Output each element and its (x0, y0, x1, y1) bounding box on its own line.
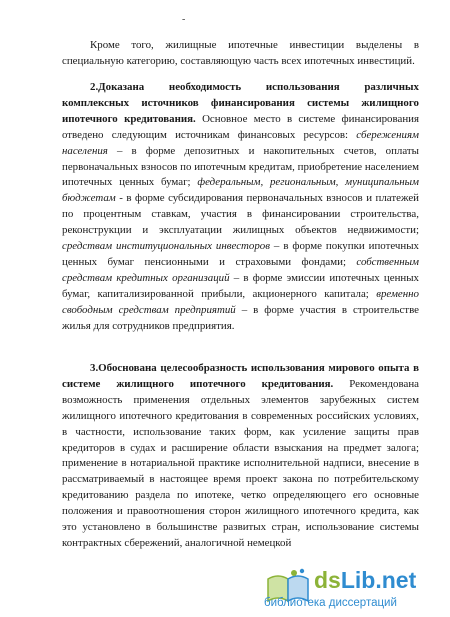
source-credit-org: собственным средствам кредитных организаций (62, 255, 419, 284)
dslib-logo-ds: ds (314, 567, 341, 593)
source-budgets: федеральным, региональным, муниципальным бюджетам (62, 176, 419, 205)
paragraph-2-text: – в форме участия в строительстве жилья для сотрудников предприятия. (62, 303, 419, 332)
dslib-watermark[interactable] (264, 567, 448, 611)
top-mark: - (182, 14, 186, 25)
dslib-subtitle: библиотека диссертаций (264, 597, 397, 609)
source-savings: сбережениям населения (62, 128, 419, 157)
source-institutional: средствам институциональных инвесторов (62, 240, 270, 253)
source-enterprises: временно свободным средствам предприятий (62, 287, 419, 316)
paragraph-3-text: Рекомендована возможность применения отдельных элементов зарубежных систем жилищного ипотечного кредитования в современных российских условиях, в частности, использование таких форм, как усиление защиты прав кредиторов в судах и расширение области взыскания на предмет залога; применение в нотариальной практике исполнительной надписи, внесение в рассматриваемый в настоящее время проект закона по потребительскому кредитованию раздела по ипотеке, четко определяющего его основные положения и правоотношения сторон жилищного ипотечного кредита, как это установлено в большинстве развитых стран, использование системы контрактных сбережений, аналогичной немецкой (62, 377, 419, 549)
paragraph-2-text: – в форме депозитных и накопительных счетов, оплаты первоначальных взносов по ипотечным кредитам, приобретение населением ипотечных ценных бумаг; (62, 144, 419, 189)
paragraph-2-text: – в форме покупки ипотечных ценных бумаг пенсионными и страховыми фондами; (62, 240, 419, 268)
paragraph-3 (62, 361, 419, 552)
paragraph-1: Кроме того, жилищные ипотечные инвестиции выделены в специальную категорию, составляющую часть всех ипотечных инвестиций. (62, 39, 419, 67)
paragraph-2-text: – в форме эмиссии ипотечных ценных бумаг, капитализированной прибыли, акционерного капитала; (62, 271, 420, 300)
paragraph-2-text: - в форме субсидирования первоначальных взносов и платежей по процентным ставкам, участия в финансировании строительства, реконструкции и эксплуатации жилищных объектов недвижимости; (62, 192, 419, 237)
paragraph-3-heading: 3.Обоснована целесообразность использования мирового опыта в системе жилищного ипотечного кредитования. (62, 362, 419, 390)
dslib-logo-text (314, 567, 416, 593)
paragraph-2 (62, 80, 419, 335)
paragraph-2-heading: 2.Доказана необходимость использования различных комплексных источников финансирования системы жилищного ипотечного кредитования. (62, 81, 419, 125)
paragraph-2-text: Основное место в системе финансирования отведено следующим источникам финансовых ресурсов: (62, 112, 419, 141)
dslib-logo-lib: Lib.net (340, 567, 417, 593)
